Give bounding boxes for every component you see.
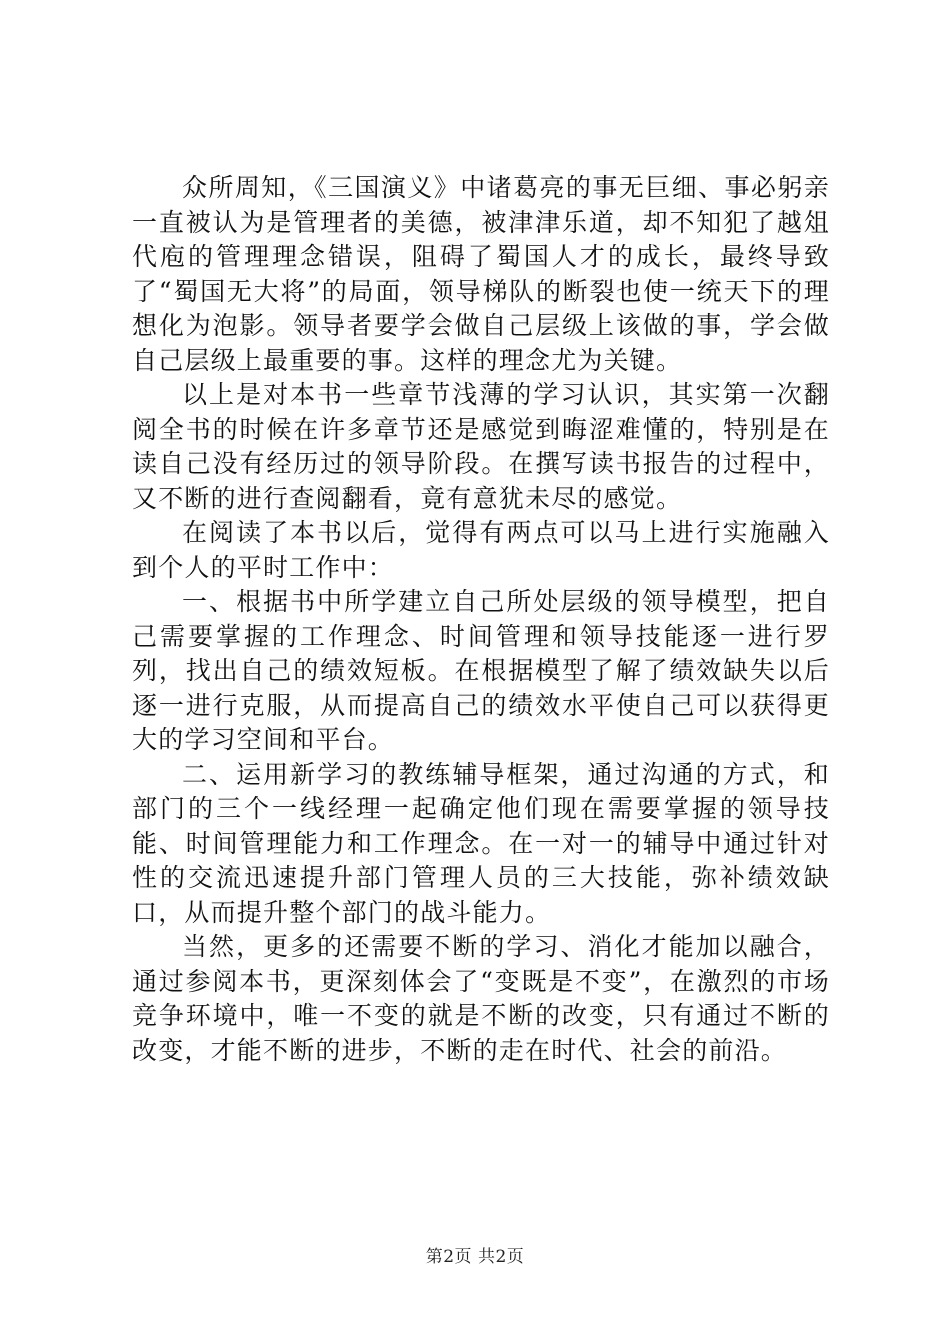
page-footer <box>0 1242 950 1267</box>
paragraph-3: 在阅读了本书以后，觉得有两点可以马上进行实施融入到个人的平时工作中： <box>132 518 830 582</box>
page-number-label: 第2页 共2页 <box>425 1247 525 1267</box>
paragraph-2: 以上是对本书一些章节浅薄的学习认识，其实第一次翻阅全书的时候在许多章节还是感觉到晦涩难懂的，特别是在读自己没有经历过的领导阶段。在撰写读书报告的过程中，又不断的进行查阅翻看，竟有意犹未尽的感觉。 <box>132 380 830 513</box>
document-body <box>132 171 830 1068</box>
paragraph-6: 当然，更多的还需要不断的学习、消化才能加以融合，通过参阅本书，更深刻体会了“变既是不变”，在激烈的市场竞争环境中，唯一不变的就是不断的改变，只有通过不断的改变，才能不断的进步，不断的走在时代、社会的前沿。 <box>132 932 830 1065</box>
paragraph-1: 众所周知，《三国演义》中诸葛亮的事无巨细、事必躬亲一直被认为是管理者的美德，被津津乐道，却不知犯了越俎代庖的管理理念错误，阻碍了蜀国人才的成长，最终导致了“蜀国无大将”的局面，领导梯队的断裂也使一统天下的理想化为泡影。领导者要学会做自己层级上该做的事，学会做自己层级上最重要的事。这样的理念尤为关键。 <box>132 173 830 375</box>
paragraph-4: 一、根据书中所学建立自己所处层级的领导模型，把自己需要掌握的工作理念、时间管理和领导技能逐一进行罗列，找出自己的绩效短板。在根据模型了解了绩效缺失以后逐一进行克服，从而提高自己的绩效水平使自己可以获得更大的学习空间和平台。 <box>132 587 830 754</box>
paragraph-5: 二、运用新学习的教练辅导框架，通过沟通的方式，和部门的三个一线经理一起确定他们现在需要掌握的领导技能、时间管理能力和工作理念。在一对一的辅导中通过针对性的交流迅速提升部门管理人员的三大技能，弥补绩效缺口，从而提升整个部门的战斗能力。 <box>132 759 830 927</box>
